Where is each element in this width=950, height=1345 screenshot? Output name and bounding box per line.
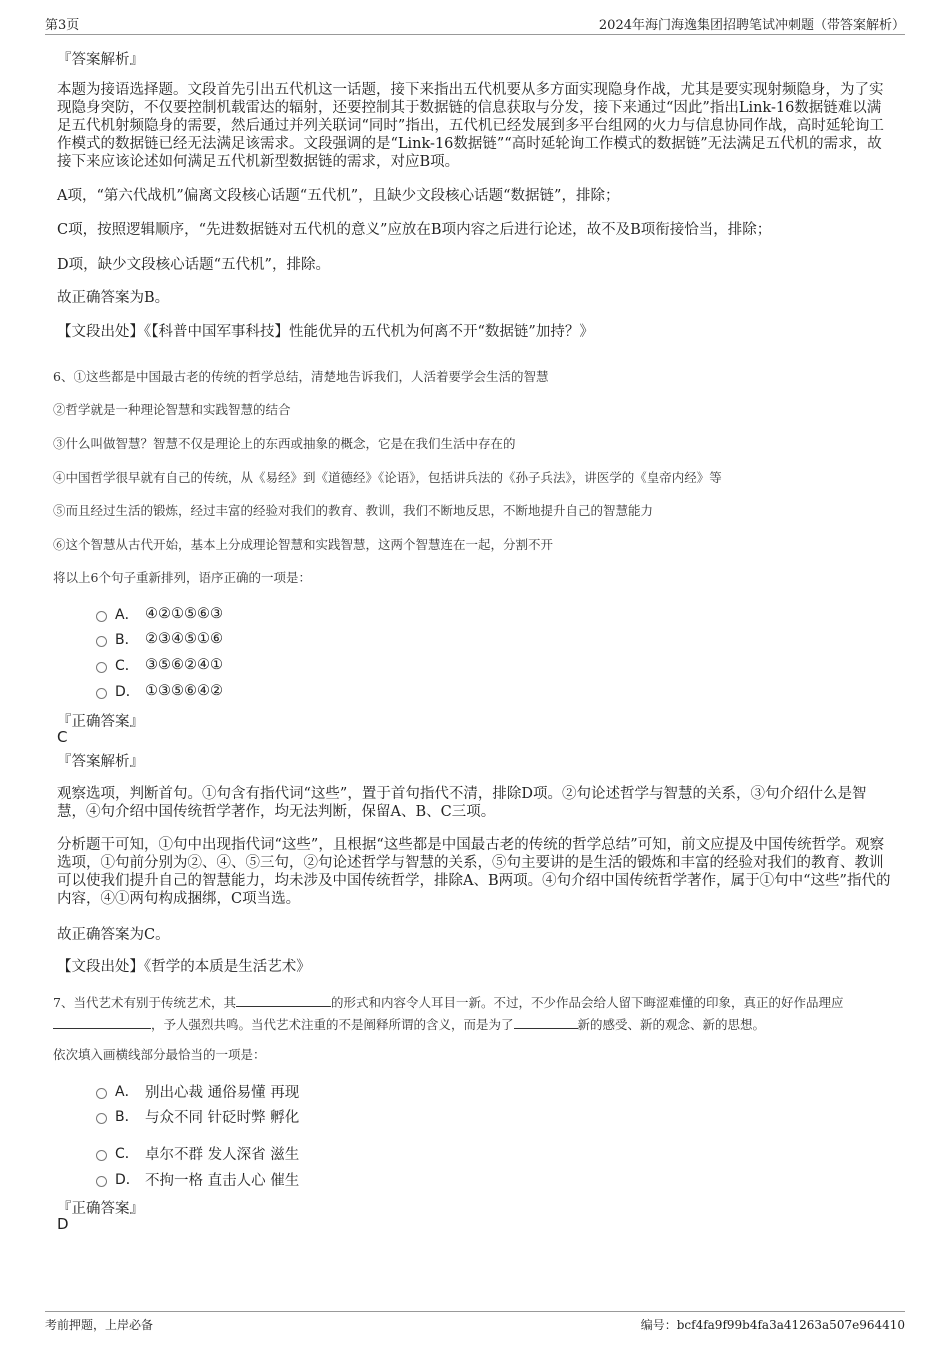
answer-label: 『正确答案』 [57,714,144,730]
analysis-label: 『答案解析』 [57,52,144,68]
option-a[interactable] [96,1081,299,1101]
option-d[interactable] [96,1169,299,1189]
option-text: ②③④⑤①⑥ [145,631,223,647]
radio-button[interactable] [96,1088,107,1099]
option-key: A． [115,1084,139,1100]
analysis-paragraph: 本题为接语选择题。文段首先引出五代机这一话题，接下来指出五代机要从多方面实现隐身作战，尤其是要实现射频隐身，为了实现隐身突防，不仅要控制机载雷达的辐射，还要控制其于数据链的信息获取与分发，接下来通过“因此”指出Link-16数据链难以满足五代机射频隐身的需要，然后通过并列关联词“同时”指出，五代机已经发展到多平台组网的火力与信息协同作战，高时延轮询工作模式的数据链已经无法满足该需求。文段强调的是“Link-16数据链”“高时延轮询工作模式的数据链”无法满足五代机的需求，故接下来应该论述如何满足五代机新型数据链的需求，对应B项。 [57,82,884,170]
answer-label: 『正确答案』 [57,1201,144,1217]
option-text: 与众不同 针砭时弊 孵化 [145,1109,300,1126]
page-footer [45,1311,905,1334]
option-a[interactable] [96,604,223,624]
option-key: C． [115,1146,139,1162]
option-text: 卓尔不群 发人深省 滋生 [145,1146,300,1163]
fill-blank [236,994,331,1007]
question-prompt: 依次填入画横线部分最恰当的一项是： [53,1047,266,1062]
option-text: ③⑤⑥②④① [145,657,223,673]
question-prompt: 将以上6个句子重新排列，语序正确的一项是： [53,570,311,585]
option-b[interactable] [96,629,223,649]
analysis-option-d: D项，缺少文段核心话题“五代机”，排除。 [57,257,330,273]
question-sentence: ⑥这个智慧从古代开始，基本上分成理论智慧和实践智慧，这两个智慧连在一起，分割不开 [53,537,554,552]
document-code: 编号：bcf4fa9f99b4fa3a41263a507e964410 [640,1318,905,1332]
option-text: ④②①⑤⑥③ [145,606,223,622]
option-c[interactable] [96,655,223,675]
option-key: A． [115,607,139,623]
option-key: D． [115,684,140,700]
radio-button[interactable] [96,688,107,699]
stem-text: 的形式和内容令人耳目一新。不过，不少作品会给人留下晦涩难懂的印象，真正的好作品理应 [330,995,844,1010]
option-text: 不拘一格 直击人心 催生 [145,1172,300,1189]
fill-blank [53,1016,151,1029]
analysis-option-a: A项，“第六代战机”偏离文段核心话题“五代机”，且缺少文段核心话题“数据链”，排除； [57,188,620,204]
question-sentence: ④中国哲学很早就有自己的传统，从《易经》到《道德经》《论语》，包括讲兵法的《孙子兵法》，讲医学的《皇帝内经》等 [53,470,722,485]
radio-button[interactable] [96,1176,107,1187]
correct-answer: D [57,1215,69,1233]
analysis-paragraph: 分析题干可知，①句中出现指代词“这些”，且根据“这些都是中国最古老的传统的哲学总结”可知，前文应提及中国传统哲学。观察选项，①句前分别为②、④、⑤三句，②句论述哲学与智慧的关系，⑤句主要讲的是生活的锻炼和丰富的经验对我们的教育、教训可以使我们提升自己的智慧能力，均未涉及中国传统哲学，排除A、B两项。④句介绍中国传统哲学著作，属于①句中“这些”指代的内容，④①两句构成捆绑，C项当选。 [57,837,891,907]
question-sentence: ②哲学就是一种理论智慧和实践智慧的结合 [53,402,291,417]
radio-button[interactable] [96,636,107,647]
stem-text: 新的感受、新的观念、新的思想。 [577,1017,766,1032]
correct-answer: C [57,728,68,746]
radio-button[interactable] [96,611,107,622]
option-key: B． [115,1109,139,1125]
option-d[interactable] [96,681,223,701]
question-sentence: 6、①这些都是中国最古老的传统的哲学总结，清楚地告诉我们，人活着要学会生活的智慧 [53,369,549,384]
analysis-paragraph: 观察选项，判断首句。①句含有指代词“这些”，置于首句指代不清，排除D项。②句论述哲学与智慧的关系，③句介绍什么是智慧，④句介绍中国传统哲学著作，均无法判断，保留A、B、C三项。 [57,786,867,820]
document-title: 2024年海门海逸集团招聘笔试冲刺题（带答案解析） [598,18,905,33]
radio-button[interactable] [96,1150,107,1161]
option-key: B． [115,632,139,648]
radio-button[interactable] [96,662,107,673]
source-citation: 【文段出处】《【科普中国军事科技】性能优异的五代机为何离不开“数据链”加持？》 [57,324,594,340]
option-key: C． [115,658,139,674]
radio-button[interactable] [96,1113,107,1124]
fill-blank [514,1016,578,1029]
analysis-option-c: C项，按照逻辑顺序，“先进数据链对五代机的意义”应放在B项内容之后进行论述，故不及B项衔接恰当，排除； [57,222,772,238]
footer-slogan: 考前押题，上岸必备 [45,1318,154,1332]
page-number: 第3页 [45,18,80,33]
option-key: D． [115,1172,140,1188]
option-c[interactable] [96,1143,299,1163]
question-stem [53,992,893,1036]
option-text: 别出心裁 通俗易懂 再现 [145,1084,300,1101]
stem-text: ，予人强烈共鸣。当代艺术注重的不是阐释所谓的含义，而是为了 [151,1017,514,1032]
conclusion: 故正确答案为C。 [57,927,170,943]
question-sentence: ③什么叫做智慧？智慧不仅是理论上的东西或抽象的概念，它是在我们生活中存在的 [53,436,516,451]
conclusion: 故正确答案为B。 [57,290,170,306]
stem-text: 7、当代艺术有别于传统艺术，其 [53,995,236,1010]
source-citation: 【文段出处】《哲学的本质是生活艺术》 [57,959,311,975]
analysis-label: 『答案解析』 [57,754,144,770]
question-sentence: ⑤而且经过生活的锻炼，经过丰富的经验对我们的教育、教训，我们不断地反思，不断地提升自己的智慧能力 [53,503,654,518]
option-text: ①③⑤⑥④② [145,683,223,699]
option-b[interactable] [96,1106,299,1126]
page-header [45,14,905,35]
